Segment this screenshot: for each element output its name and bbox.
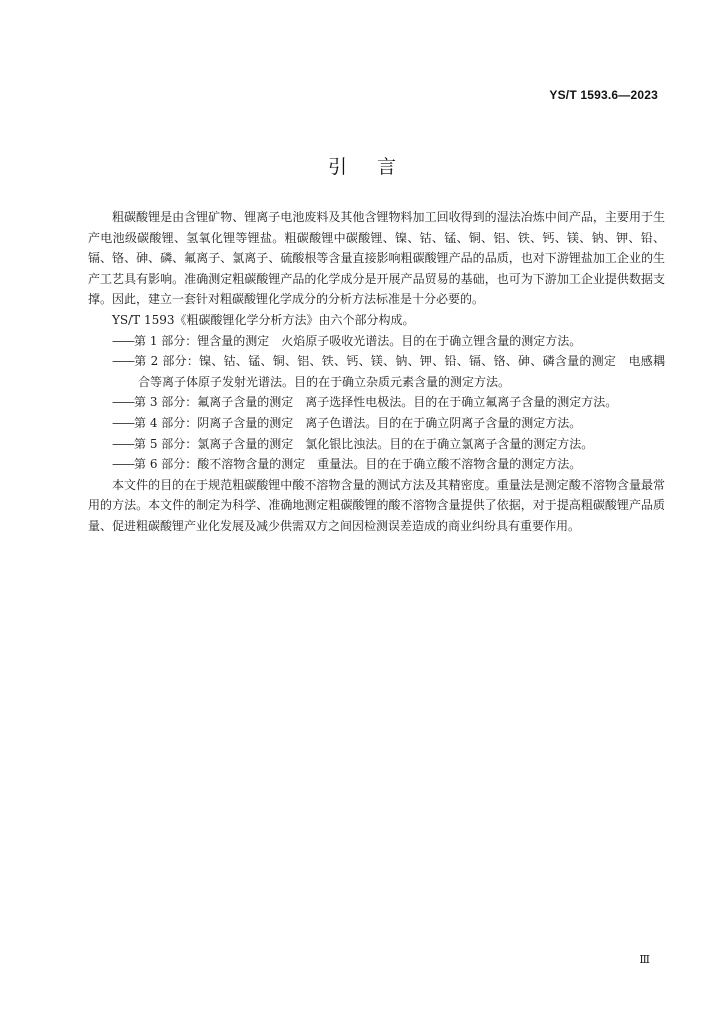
part-text: 第 1 部分：锂含量的测定 火焰原子吸收光谱法。目的在于确立锂含量的测定方法。 <box>134 333 582 348</box>
closing-paragraph: 本文件的目的在于规范粗碳酸锂中酸不溶物含量的测试方法及其精密度。重量法是测定酸不溶物含量最常用的方法。本文件的制定为科学、准确地测定粗碳酸锂的酸不溶物含量提供了依据，对于提高粗碳酸锂产品质量、促进粗碳酸锂产业化发展及减少供需双方之间因检测误差造成的商业纠纷具有重要作用。 <box>88 477 665 533</box>
list-dash: —— <box>112 395 134 410</box>
part-list-item <box>88 413 665 434</box>
page-title: 引言 <box>327 156 426 178</box>
part-list-item <box>88 434 665 455</box>
list-dash: —— <box>112 457 134 472</box>
part-list-item <box>88 392 665 413</box>
list-dash: —— <box>112 333 134 348</box>
part-text: 第 4 部分：阴离子含量的测定 离子色谱法。目的在于确立阴离子含量的测定方法。 <box>134 415 582 430</box>
part-list-item <box>88 351 665 392</box>
list-dash: —— <box>112 354 134 369</box>
intro-paragraph: 粗碳酸锂是由含锂矿物、锂离子电池废料及其他含锂物料加工回收得到的湿法冶炼中间产品，主要用于生产电池级碳酸锂、氢氧化锂等锂盐。粗碳酸锂中碳酸锂、镍、钴、锰、铜、铝、铁、钙、镁、钠、钾、铅、镉、铬、砷、磷、氟离子、氯离子、硫酸根等含量直接影响粗碳酸锂产品的品质，也对下游锂盐加工企业的生产工艺具有影响。准确测定粗碳酸锂产品的化学成分是开展产品贸易的基础，也可为下游加工企业提供数据支撑。因此，建立一套针对粗碳酸锂化学成分的分析方法标准是十分必要的。 <box>88 210 665 307</box>
part-text: 第 2 部分：镍、钴、锰、铜、铝、铁、钙、镁、钠、钾、铅、镉、铬、砷、磷含量的测定 电感耦合等离子体原子发射光谱法。目的在于确立杂质元素含量的测定方法。 <box>134 354 665 389</box>
document-code: YS/T 1593.6—2023 <box>549 88 658 102</box>
part-text: 第 3 部分：氟离子含量的测定 离子选择性电极法。目的在于确立氟离子含量的测定方法。 <box>134 395 618 410</box>
part-text: 第 6 部分：酸不溶物含量的测定 重量法。目的在于确立酸不溶物含量的测定方法。 <box>134 457 582 472</box>
series-intro-paragraph: YS/T 1593《粗碳酸锂化学分析方法》由六个部分构成。 <box>112 312 415 327</box>
part-list-item <box>88 454 665 475</box>
part-text: 第 5 部分：氯离子含量的测定 氯化银比浊法。目的在于确立氯离子含量的测定方法。 <box>134 436 594 451</box>
page-number: Ⅲ <box>639 953 650 966</box>
document-body <box>88 207 665 537</box>
list-dash: —— <box>112 436 134 451</box>
part-list-item <box>88 331 665 352</box>
list-dash: —— <box>112 415 134 430</box>
